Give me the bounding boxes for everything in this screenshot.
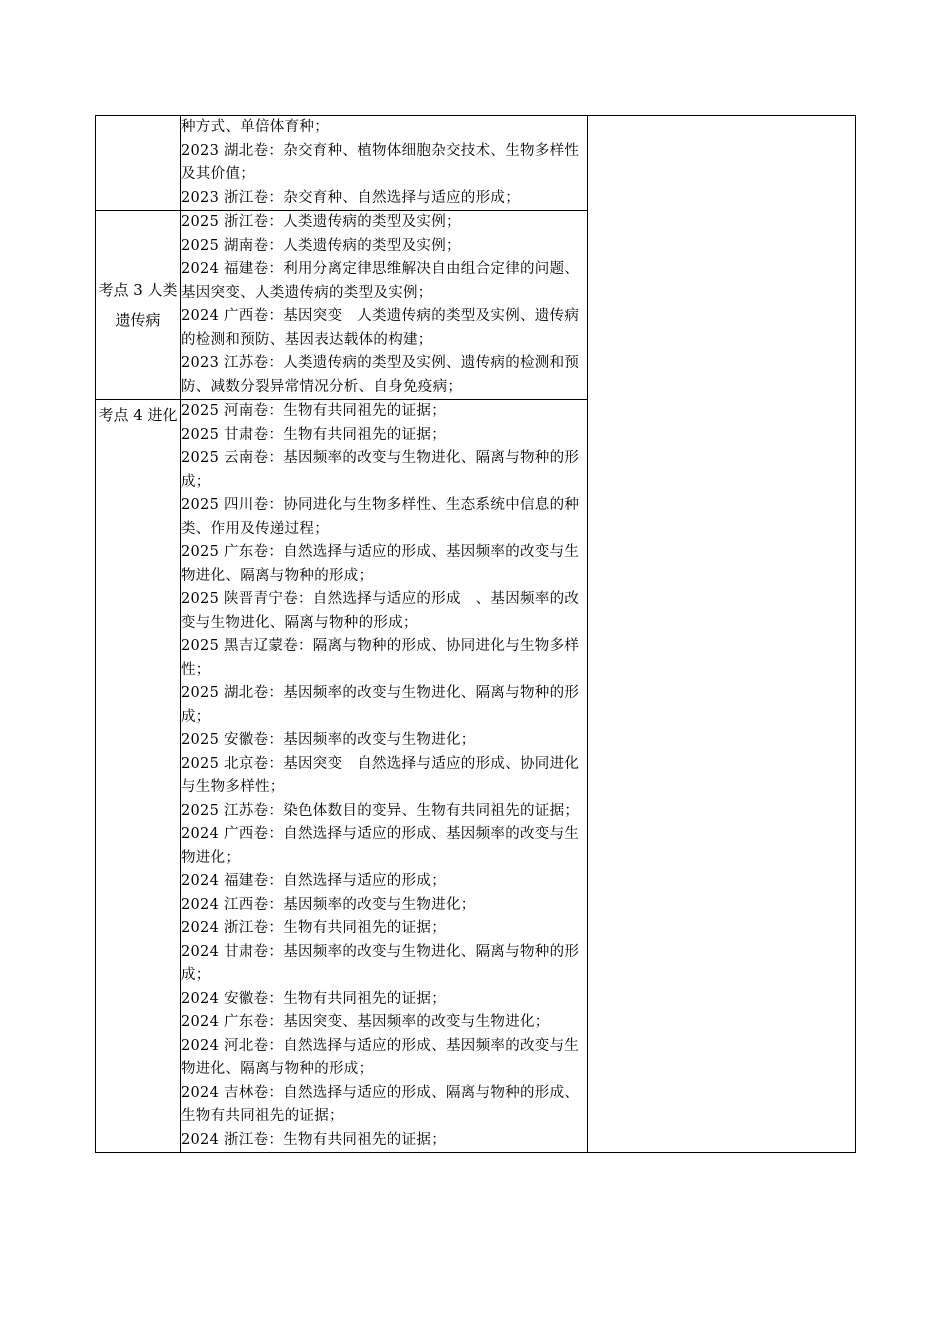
exam-entry: 种方式、单倍体育种； xyxy=(181,119,329,135)
exam-entry: 2025 北京卷：基因突变 自然选择与适应的形成、协同进化与生物多样性； xyxy=(181,755,580,795)
exam-entry: 2025 河南卷：生物有共同祖先的证据； xyxy=(181,403,447,419)
table-body xyxy=(96,116,856,1153)
exam-entry: 2024 广东卷：基因突变、基因频率的改变与生物进化； xyxy=(181,1014,550,1030)
exam-entry: 2024 福建卷：自然选择与适应的形成； xyxy=(181,873,447,889)
topic-cell xyxy=(96,116,181,211)
exam-entry: 2024 广西卷：基因突变 人类遗传病的类型及实例、遗传病的检测和预防、基因表达载体的构建； xyxy=(181,308,580,348)
exam-topic-table xyxy=(95,115,856,1153)
exam-entry: 2024 浙江卷：生物有共同祖先的证据； xyxy=(181,920,447,936)
exam-entries-cell xyxy=(181,211,588,400)
exam-entry: 2025 甘肃卷：生物有共同祖先的证据； xyxy=(181,426,447,443)
exam-entry: 2024 河北卷：自然选择与适应的形成、基因频率的改变与生物进化、隔离与物种的形成； xyxy=(181,1037,580,1077)
exam-entry: 2024 江西卷：基因频率的改变与生物进化； xyxy=(181,896,476,913)
exam-entry: 2023 江苏卷：人类遗传病的类型及实例、遗传病的检测和预防、减数分裂异常情况分析、自身免疫病； xyxy=(181,355,580,395)
exam-entry: 2024 福建卷：利用分离定律思维解决自由组合定律的问题、基因突变、人类遗传病的类型及实例； xyxy=(181,261,580,301)
exam-entry: 2025 安徽卷：基因频率的改变与生物进化； xyxy=(181,732,476,748)
exam-entry: 2025 湖北卷：基因频率的改变与生物进化、隔离与物种的形成； xyxy=(181,685,580,725)
exam-entries-cell xyxy=(181,400,588,1153)
topic-cell: 考点 4 进化 xyxy=(96,400,181,1153)
exam-entry: 2024 甘肃卷：基因频率的改变与生物进化、隔离与物种的形成； xyxy=(181,943,580,983)
exam-entry: 2025 四川卷：协同进化与生物多样性、生态系统中信息的种类、作用及传递过程； xyxy=(181,497,580,537)
exam-entry: 2023 湖北卷：杂交育种、植物体细胞杂交技术、生物多样性及其价值； xyxy=(181,142,580,182)
exam-entry: 2025 黑吉辽蒙卷：隔离与物种的形成、协同进化与生物多样性； xyxy=(181,638,580,678)
exam-entry: 2024 吉林卷：自然选择与适应的形成、隔离与物种的形成、生物有共同祖先的证据； xyxy=(181,1084,580,1124)
exam-entry: 2025 云南卷：基因频率的改变与生物进化、隔离与物种的形成； xyxy=(181,450,580,490)
exam-entry: 2025 广东卷：自然选择与适应的形成、基因频率的改变与生物进化、隔离与物种的形成； xyxy=(181,544,580,584)
exam-entry: 2025 江苏卷：染色体数目的变异、生物有共同祖先的证据； xyxy=(181,802,580,819)
topic-cell: 考点 3 人类遗传病 xyxy=(96,211,181,400)
exam-entry: 2024 浙江卷：生物有共同祖先的证据； xyxy=(181,1131,447,1148)
exam-entries-cell xyxy=(181,116,588,211)
exam-entry: 2023 浙江卷：杂交育种、自然选择与适应的形成； xyxy=(181,189,521,206)
table-row xyxy=(96,116,856,211)
exam-entry: 2025 湖南卷：人类遗传病的类型及实例； xyxy=(181,237,461,254)
notes-cell xyxy=(588,116,856,1153)
exam-entry: 2024 广西卷：自然选择与适应的形成、基因频率的改变与生物进化； xyxy=(181,826,580,866)
exam-entry: 2025 浙江卷：人类遗传病的类型及实例； xyxy=(181,214,461,230)
exam-entry: 2024 安徽卷：生物有共同祖先的证据； xyxy=(181,990,447,1007)
exam-entry: 2025 陕晋青宁卷：自然选择与适应的形成 、基因频率的改变与生物进化、隔离与物种的形成； xyxy=(181,591,580,631)
